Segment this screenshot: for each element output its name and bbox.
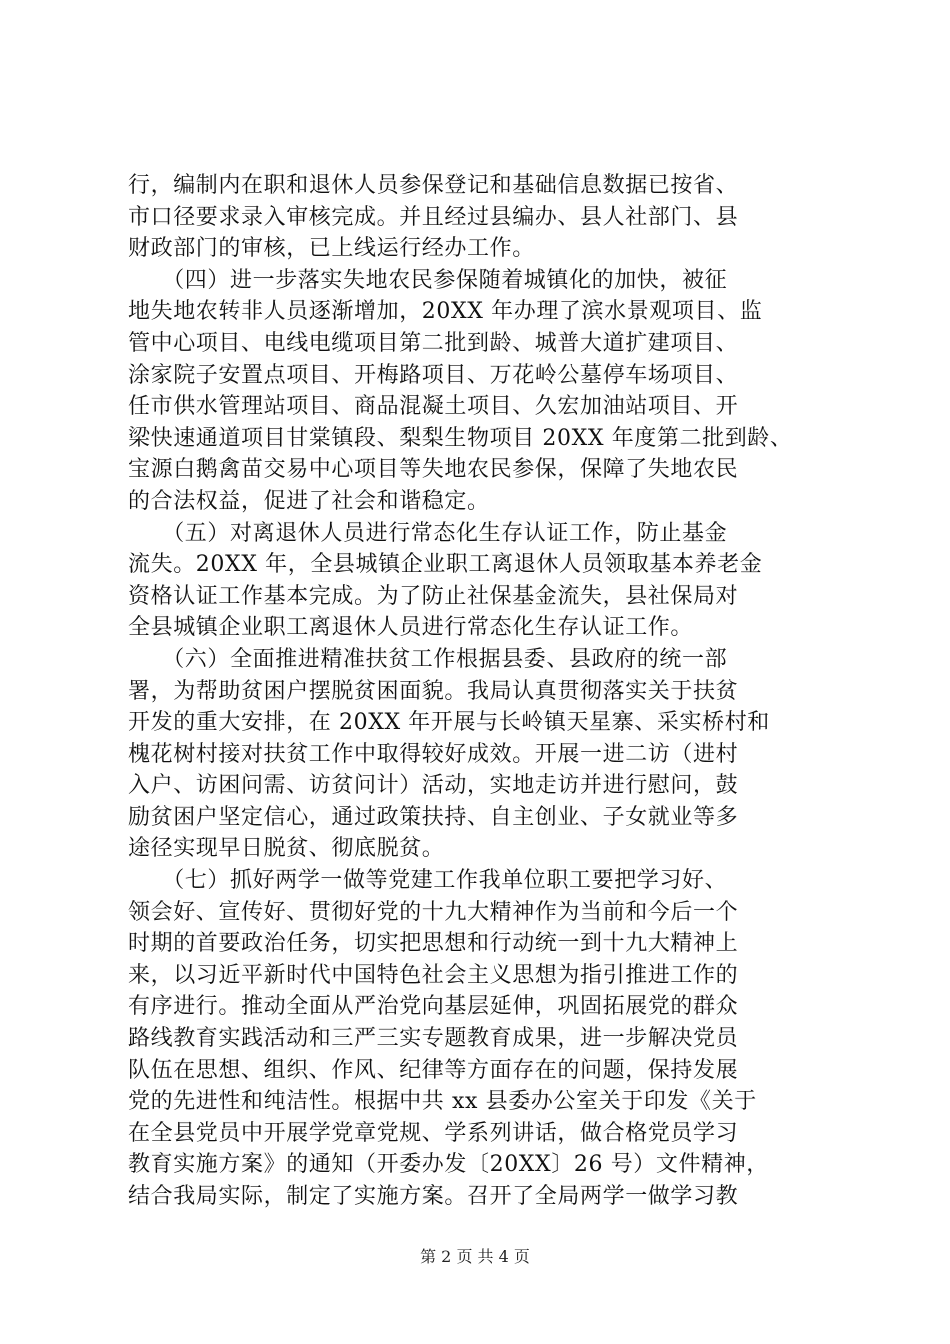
text-line: （四）进一步落实失地农民参保随着城镇化的加快，被征	[128, 267, 728, 293]
text-line: 领会好、宣传好、贯彻好党的十九大精神作为当前和今后一个	[128, 899, 739, 925]
text-line: 励贫困户坚定信心，通过政策扶持、自主创业、子女就业等多	[128, 804, 739, 830]
text-line: 党的先进性和纯洁性。根据中共 xx 县委办公室关于印发《关于	[128, 1089, 757, 1115]
text-line: 教育实施方案》的通知（开委办发〔20XX〕26 号）文件精神，	[128, 1152, 769, 1178]
text-line: 途径实现早日脱贫、彻底脱贫。	[128, 836, 445, 862]
text-line: 管中心项目、电线电缆项目第二批到龄、城普大道扩建项目、	[128, 330, 739, 356]
text-line: 队伍在思想、组织、作风、纪律等方面存在的问题，保持发展	[128, 1057, 739, 1083]
text-line: 财政部门的审核，已上线运行经办工作。	[128, 236, 535, 262]
text-line: 在全县党员中开展学党章党规、学系列讲话，做合格党员学习	[128, 1120, 739, 1146]
text-line: （五）对离退休人员进行常态化生存认证工作，防止基金	[128, 520, 728, 546]
page-number-footer: 第 2 页 共 4 页	[420, 1247, 530, 1266]
text-line: 结合我局实际，制定了实施方案。召开了全局两学一做学习教	[128, 1184, 739, 1209]
text-line: 署，为帮助贫困户摆脱贫困面貌。我局认真贯彻落实关于扶贫	[128, 678, 739, 704]
text-line: 来，以习近平新时代中国特色社会主义思想为指引推进工作的	[128, 962, 739, 988]
text-line: 流失。20XX 年，全县城镇企业职工离退休人员领取基本养老金	[128, 552, 763, 578]
text-line: 槐花树村接对扶贫工作中取得较好成效。开展一进二访（进村	[128, 741, 739, 767]
text-line: 梁快速通道项目甘棠镇段、梨梨生物项目 20XX 年度第二批到龄、	[128, 425, 793, 451]
text-line: 路线教育实践活动和三严三实专题教育成果，进一步解决党员	[128, 1026, 739, 1052]
text-line: 入户、访困问需、访贫问计）活动，实地走访并进行慰问，鼓	[128, 773, 739, 799]
text-line: 资格认证工作基本完成。为了防止社保基金流失，县社保局对	[128, 583, 739, 609]
text-line: 任市供水管理站项目、商品混凝土项目、久宏加油站项目、开	[128, 394, 739, 420]
text-line: 的合法权益，促进了社会和谐稳定。	[128, 488, 490, 514]
text-line: 开发的重大安排，在 20XX 年开展与长岭镇天星寨、采实桥村和	[128, 710, 770, 736]
text-line: 全县城镇企业职工离退休人员进行常态化生存认证工作。	[128, 615, 694, 641]
text-line: 地失地农转非人员逐渐增加，20XX 年办理了滨水景观项目、监	[128, 299, 763, 325]
text-line: 有序进行。推动全面从严治党向基层延伸，巩固拓展党的群众	[128, 994, 739, 1020]
text-line: 涂家院子安置点项目、开梅路项目、万花岭公墓停车场项目、	[128, 362, 739, 388]
text-line: 行，编制内在职和退休人员参保登记和基础信息数据已按省、	[128, 173, 739, 198]
text-line: 市口径要求录入审核完成。并且经过县编办、县人社部门、县	[128, 204, 739, 230]
text-line: （六）全面推进精准扶贫工作根据县委、县政府的统一部	[128, 646, 728, 672]
text-line: 时期的首要政治任务，切实把思想和行动统一到十九大精神上	[128, 931, 739, 957]
text-line: 宝源白鹅禽苗交易中心项目等失地农民参保，保障了失地农民	[128, 457, 739, 483]
document-body	[128, 170, 828, 1213]
text-line: （七）抓好两学一做等党建工作我单位职工要把学习好、	[128, 868, 728, 894]
